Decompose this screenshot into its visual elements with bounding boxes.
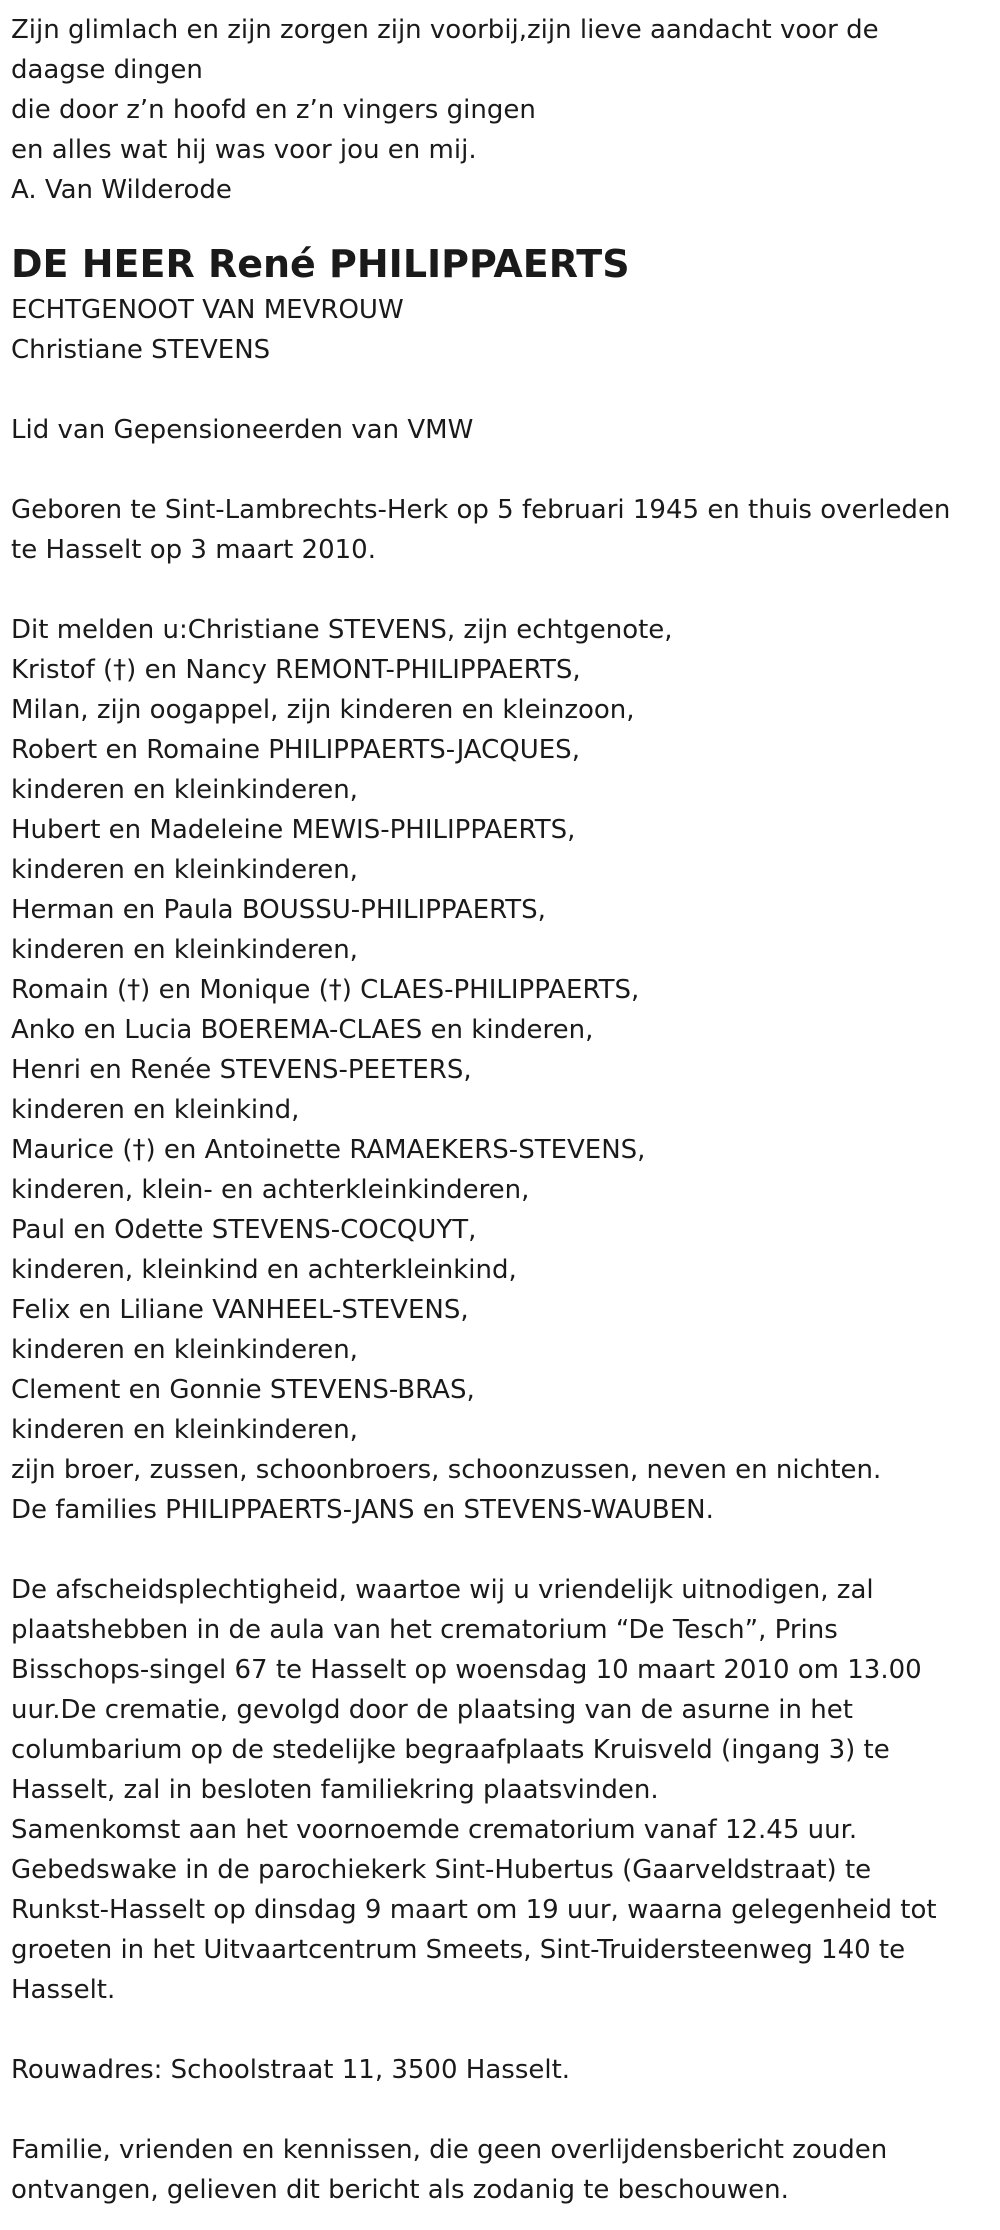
ceremony-block [11, 1570, 991, 2010]
ceremony-line: columbarium op de stedelijke begraafplaats Kruisveld (ingang 3) te [11, 1735, 890, 1765]
poem-line: die door z’n hoofd en z’n vingers gingen [11, 95, 536, 125]
family-line: Henri en Renée STEVENS-PEETERS, [11, 1055, 472, 1085]
ceremony-line: uur.De crematie, gevolgd door de plaatsing van de asurne in het [11, 1695, 853, 1725]
family-line: Anko en Lucia BOEREMA-CLAES en kinderen, [11, 1015, 594, 1045]
family-line: Hubert en Madeleine MEWIS-PHILIPPAERTS, [11, 815, 576, 845]
ceremony-line: plaatshebben in de aula van het crematorium “De Tesch”, Prins [11, 1615, 838, 1645]
family-line: kinderen en kleinkinderen, [11, 775, 358, 805]
family-line: zijn broer, zussen, schoonbroers, schoonzussen, neven en nichten. [11, 1455, 882, 1485]
ceremony-line: Hasselt. [11, 1975, 116, 2005]
ceremony-line: groeten in het Uitvaartcentrum Smeets, Sint-Truidersteenweg 140 te [11, 1935, 906, 1965]
closing-line: Familie, vrienden en kennissen, die geen overlijdensbericht zouden [11, 2135, 888, 2165]
birth-death-line: te Hasselt op 3 maart 2010. [11, 535, 376, 565]
family-line: kinderen en kleinkinderen, [11, 1335, 358, 1365]
ceremony-line: Runkst-Hasselt op dinsdag 9 maart om 19 uur, waarna gelegenheid tot [11, 1895, 937, 1925]
closing-notice-block [11, 2130, 991, 2210]
ceremony-line: De afscheidsplechtigheid, waartoe wij u vriendelijk uitnodigen, zal [11, 1575, 874, 1605]
family-line: Herman en Paula BOUSSU-PHILIPPAERTS, [11, 895, 546, 925]
poem-author: A. Van Wilderode [11, 175, 232, 205]
family-line: Dit melden u:Christiane STEVENS, zijn echtgenote, [11, 615, 673, 645]
family-line: kinderen en kleinkinderen, [11, 935, 358, 965]
paragraph-gap [11, 370, 991, 410]
family-line: Kristof (†) en Nancy REMONT-PHILIPPAERTS, [11, 655, 581, 685]
paragraph-gap [11, 450, 991, 490]
family-line: kinderen en kleinkind, [11, 1095, 300, 1125]
obituary-document [11, 10, 991, 2210]
family-line: Maurice (†) en Antoinette RAMAEKERS-STEVENS, [11, 1135, 646, 1165]
spouse-line: ECHTGENOOT VAN MEVROUW [11, 295, 404, 325]
birth-death-line: Geboren te Sint-Lambrechts-Herk op 5 februari 1945 en thuis overleden [11, 495, 951, 525]
paragraph-gap [11, 2010, 991, 2050]
family-line: kinderen en kleinkinderen, [11, 855, 358, 885]
family-line: Milan, zijn oogappel, zijn kinderen en kleinzoon, [11, 695, 635, 725]
deceased-name-heading: DE HEER René PHILIPPAERTS [11, 242, 630, 286]
memorial-poem [11, 10, 991, 210]
ceremony-line: Gebedswake in de parochiekerk Sint-Hubertus (Gaarveldstraat) te [11, 1855, 872, 1885]
family-announcement-block [11, 610, 991, 1530]
paragraph-gap [11, 570, 991, 610]
poem-line: Zijn glimlach en zijn zorgen zijn voorbij,zijn lieve aandacht voor de [11, 15, 879, 45]
family-line: kinderen, klein- en achterkleinkinderen, [11, 1175, 530, 1205]
family-line: Felix en Liliane VANHEEL-STEVENS, [11, 1295, 469, 1325]
family-line: Paul en Odette STEVENS-COCQUYT, [11, 1215, 477, 1245]
family-line: Robert en Romaine PHILIPPAERTS-JACQUES, [11, 735, 580, 765]
ceremony-line: Bisschops-singel 67 te Hasselt op woensdag 10 maart 2010 om 13.00 [11, 1655, 922, 1685]
birth-death-block [11, 490, 991, 570]
family-line: kinderen, kleinkind en achterkleinkind, [11, 1255, 517, 1285]
closing-line: ontvangen, gelieven dit bericht als zodanig te beschouwen. [11, 2175, 789, 2205]
spouse-block [11, 290, 991, 370]
ceremony-line: Samenkomst aan het voornoemde crematorium vanaf 12.45 uur. [11, 1815, 858, 1845]
mourning-address-block [11, 2050, 991, 2090]
spouse-line: Christiane STEVENS [11, 335, 271, 365]
family-line: Clement en Gonnie STEVENS-BRAS, [11, 1375, 475, 1405]
paragraph-gap [11, 1530, 991, 1570]
ceremony-line: Hasselt, zal in besloten familiekring plaatsvinden. [11, 1775, 659, 1805]
family-line: Romain (†) en Monique (†) CLAES-PHILIPPAERTS, [11, 975, 640, 1005]
poem-line: daagse dingen [11, 55, 203, 85]
family-line: De families PHILIPPAERTS-JANS en STEVENS-WAUBEN. [11, 1495, 714, 1525]
paragraph-gap [11, 2090, 991, 2130]
family-line: kinderen en kleinkinderen, [11, 1415, 358, 1445]
poem-line: en alles wat hij was voor jou en mij. [11, 135, 477, 165]
membership-line: Lid van Gepensioneerden van VMW [11, 415, 474, 445]
mourning-address-line: Rouwadres: Schoolstraat 11, 3500 Hasselt. [11, 2055, 571, 2085]
membership-block [11, 410, 991, 450]
